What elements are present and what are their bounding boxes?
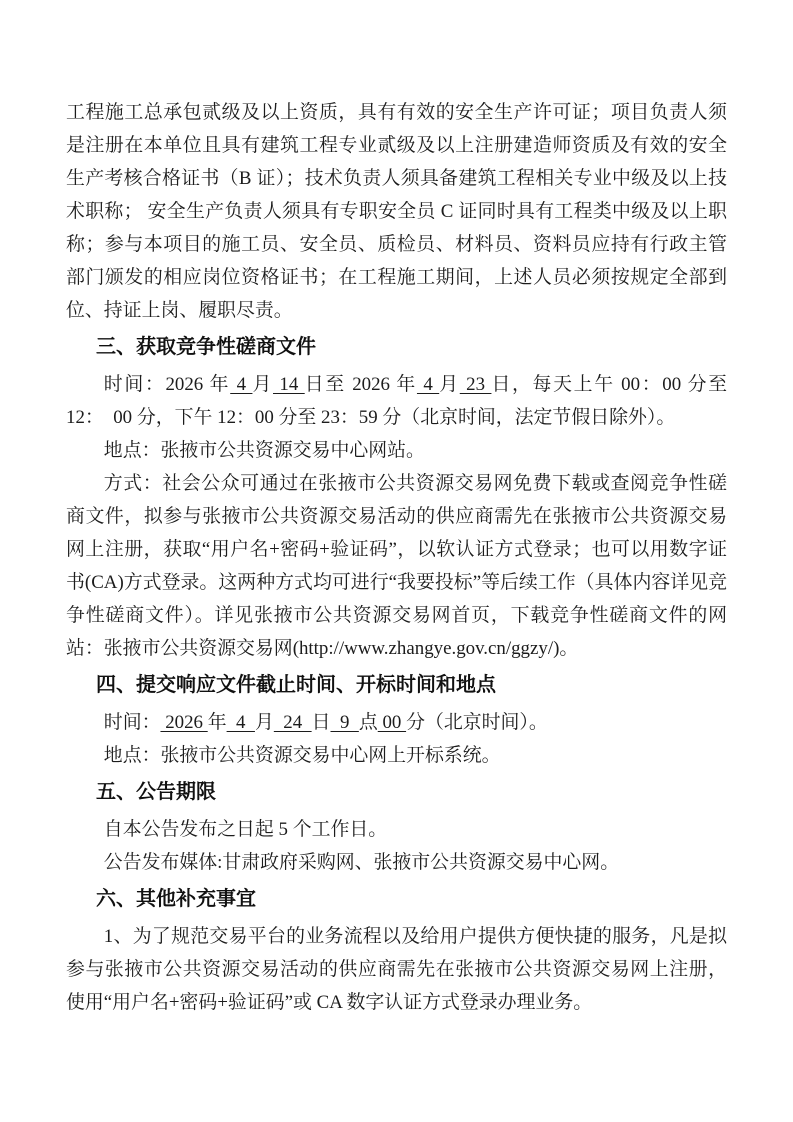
text-segment: 时间： xyxy=(103,712,161,733)
underlined-fill-in-value: 9 xyxy=(330,712,359,733)
underlined-fill-in-value: 2026 xyxy=(160,712,208,733)
text-segment: 时间：2026 年 xyxy=(103,374,231,395)
text-segment: 日至 2026 年 xyxy=(304,374,417,395)
section-heading-obtain-consultation-documents: 三、获取竞争性磋商文件 xyxy=(96,336,316,358)
section-heading-submission-deadline-and-opening: 四、提交响应文件截止时间、开标时间和地点 xyxy=(96,674,496,696)
section-heading-announcement-period: 五、公告期限 xyxy=(96,781,216,803)
text-segment: 点 xyxy=(358,712,378,733)
text-segment: 日，每天上午 00：00 分至 12： 00 分，下午 12：00 分至 23：59 分（北京时间，法定节假日除外）。 xyxy=(66,374,728,428)
underlined-fill-in-value: 00 xyxy=(377,712,407,733)
text-segment: 分（北京时间）。 xyxy=(406,712,548,733)
text-segment: 年 xyxy=(207,712,227,733)
underlined-fill-in-value: 14 xyxy=(273,374,305,395)
supplementary-item-1-paragraph: 1、为了规范交易平台的业务流程以及给用户提供方便快捷的服务，凡是拟参与张掖市公共资源交易活动的供应商需先在张掖市公共资源交易网上注册，使用“用户名+密码+验证码”或 CA 数字认证方式登录办理业务。 xyxy=(66,926,727,1013)
text-segment: 日 xyxy=(311,712,331,733)
text-segment: 月 xyxy=(252,374,274,395)
qualification-requirements-paragraph: 工程施工总承包贰级及以上资质，具有有效的安全生产许可证；项目负责人须是注册在本单位且具有建筑工程专业贰级及以上注册建造师资质及有效的安全生产考核合格证书（B 证）；技术负责人须具备建筑工程相关专业中级及以上技术职称； 安全生产负责人须具有专职安全员 C 证同时具有工程类中级及以上职称；参与本项目的施工员、安全员、质检员、材料员、资料员应持有行政主管部门颁发的相应岗位资格证书；在工程施工期间，上述人员必须按规定全部到位、持证上岗、履职尽责。 xyxy=(66,102,727,321)
text-segment: 月 xyxy=(439,374,460,395)
document-acquisition-location-line: 地点：张掖市公共资源交易中心网站。 xyxy=(103,440,425,461)
section-heading-other-supplementary-matters: 六、其他补充事宜 xyxy=(96,888,256,910)
underlined-fill-in-value: 4 xyxy=(230,374,253,395)
bid-opening-location-line: 地点：张掖市公共资源交易中心网上开标系统。 xyxy=(103,745,501,766)
underlined-fill-in-value: 24 xyxy=(273,712,312,733)
underlined-fill-in-value: 4 xyxy=(226,712,255,733)
text-segment: 月 xyxy=(254,712,274,733)
document-acquisition-time-line xyxy=(66,368,727,434)
underlined-fill-in-value: 4 xyxy=(416,374,440,395)
underlined-fill-in-value: 23 xyxy=(459,374,492,395)
announcement-duration-line: 自本公告发布之日起 5 个工作日。 xyxy=(103,819,388,840)
document-acquisition-method-paragraph: 方式：社会公众可通过在张掖市公共资源交易网免费下载或查阅竞争性磋商文件，拟参与张掖市公共资源交易活动的供应商需先在张掖市公共资源交易网上注册，获取“用户名+密码+验证码”，以软认证方式登录；也可以用数字证书(CA)方式登录。这两种方式均可进行“我要投标”等后续工作（具体内容详见竞争性磋商文件）。详见张掖市公共资源交易网首页，下载竞争性磋商文件的网站：张掖市公共资源交易网(http://www.zhangye.gov.cn/ggzy/)。 xyxy=(66,473,727,659)
announcement-media-line: 公告发布媒体:甘肃政府采购网、张掖市公共资源交易中心网。 xyxy=(103,852,620,873)
bid-opening-time-line xyxy=(66,706,727,739)
